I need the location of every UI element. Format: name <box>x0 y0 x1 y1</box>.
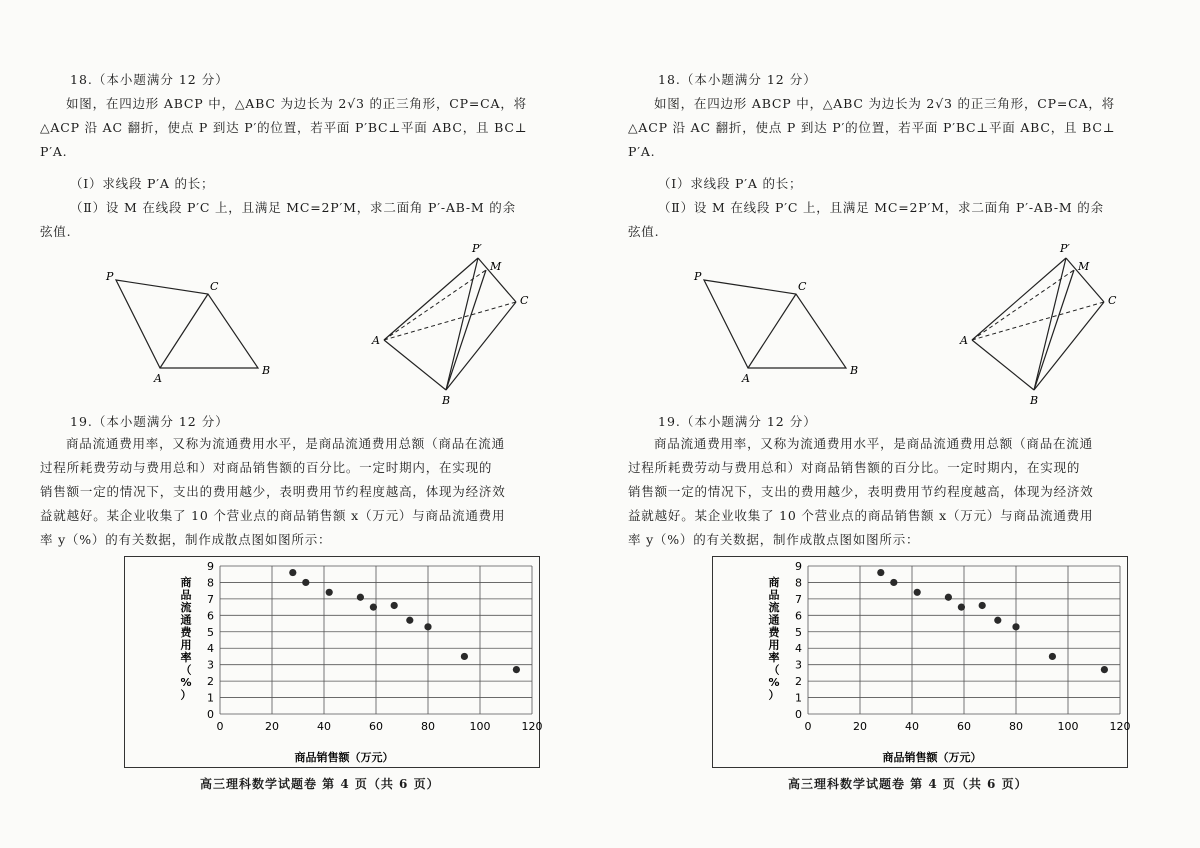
label-b2: B <box>442 394 451 407</box>
label-c2: C <box>520 294 529 307</box>
scatter-point <box>877 569 884 576</box>
y-tick-label: 7 <box>795 592 802 606</box>
y-tick-label: 6 <box>795 609 802 623</box>
q19-line-4: 益就越好。某企业收集了 10 个营业点的商品销售额 x（万元）与商品流通费用 <box>40 508 506 523</box>
exam-page-left <box>40 0 600 848</box>
scatter-point <box>914 589 921 596</box>
label-c: C <box>798 280 807 293</box>
label-p: P <box>106 270 114 283</box>
label-m: M <box>1078 260 1090 273</box>
y-axis-label <box>768 575 780 702</box>
x-tick-label: 20 <box>265 720 279 733</box>
label-b: B <box>262 364 271 377</box>
q19-line-5: 率 y（%）的有关数据，制作成散点图如图所示： <box>40 532 332 547</box>
label-a: A <box>154 372 162 385</box>
y-axis-label-char: % <box>180 676 192 689</box>
edge-m-b <box>1034 270 1074 390</box>
quadrilateral-figure <box>688 250 888 390</box>
q19-line-2: 过程所耗费劳动与费用总和）对商品销售额的百分比。一定时期内，在实现的 <box>628 460 1081 475</box>
x-tick-label: 80 <box>421 720 435 733</box>
y-axis-label <box>180 575 192 702</box>
x-tick-label: 120 <box>521 720 543 733</box>
y-axis-label-char: ） <box>768 688 780 702</box>
label-pprime: P′ <box>472 242 482 255</box>
y-tick-label: 1 <box>795 691 802 705</box>
edge-a-pp <box>972 258 1066 340</box>
label-pprime: P′ <box>1060 242 1070 255</box>
scatter-point <box>326 589 333 596</box>
q18-part1: （Ⅰ）求线段 P′A 的长； <box>658 176 803 191</box>
y-tick-label: 0 <box>795 708 802 721</box>
x-tick-label: 0 <box>216 720 224 733</box>
edge-a-c-dashed <box>972 302 1104 340</box>
x-tick-label: 100 <box>1057 720 1079 733</box>
q19-line-1: 商品流通费用率，又称为流通费用水平，是商品流通费用总额（商品在流通 <box>66 436 505 451</box>
edge-a-c-dashed <box>384 302 516 340</box>
y-axis-label-char: 商 <box>768 576 780 589</box>
chart-grid <box>808 566 1120 714</box>
scatter-point <box>1012 623 1019 630</box>
y-axis-label-char: 用 <box>768 638 780 652</box>
q18-part2: （Ⅱ）设 M 在线段 P′C 上，且满足 MC=2P′M，求二面角 P′-AB-M 的余 <box>658 200 1104 215</box>
y-tick-label: 2 <box>795 675 802 689</box>
quadrilateral-outline <box>704 280 846 368</box>
y-tick-label: 0 <box>207 708 214 721</box>
y-tick-labels <box>207 560 214 721</box>
q19-title: 19.（本小题满分 12 分） <box>658 414 817 429</box>
chart-grid <box>220 566 532 714</box>
y-tick-label: 8 <box>795 576 802 590</box>
y-tick-label: 3 <box>207 658 214 672</box>
q19-line-3: 销售额一定的情况下，支出的费用越少，表明费用节约程度越高，体现为经济效 <box>40 484 506 499</box>
scatter-chart <box>712 556 1131 768</box>
scatter-point <box>1101 666 1108 673</box>
x-tick-label: 100 <box>469 720 491 733</box>
label-m: M <box>490 260 502 273</box>
y-axis-label-char: 品 <box>180 588 192 602</box>
x-tick-label: 60 <box>957 720 971 733</box>
q18-line-2: △ACP 沿 AC 翻折，使点 P 到达 P′的位置，若平面 P′BC⊥平面 ABC，且 BC⊥ <box>40 120 528 135</box>
y-axis-label-char: 商 <box>180 576 192 589</box>
y-tick-label: 4 <box>207 642 214 656</box>
y-tick-label: 1 <box>207 691 214 705</box>
edge-a-m-dashed <box>972 270 1074 340</box>
q19-line-1: 商品流通费用率，又称为流通费用水平，是商品流通费用总额（商品在流通 <box>654 436 1093 451</box>
y-axis-label-char: （ <box>768 663 780 677</box>
x-tick-labels <box>805 720 1131 733</box>
scatter-point <box>979 602 986 609</box>
label-a2: A <box>960 334 968 347</box>
y-tick-label: 2 <box>207 675 214 689</box>
q18-line-1: 如图，在四边形 ABCP 中，△ABC 为边长为 2√3 的正三角形，CP=CA，将 <box>654 96 1115 111</box>
page-footer: 高三理科数学试题卷 第 4 页（共 6 页） <box>788 777 1028 791</box>
y-tick-label: 3 <box>795 658 802 672</box>
y-tick-label: 5 <box>795 625 802 639</box>
scatter-point <box>302 579 309 586</box>
q18-part2-cont: 弦值. <box>40 224 72 239</box>
edge-m-b <box>446 270 486 390</box>
x-tick-label: 40 <box>905 720 919 733</box>
scatter-point <box>513 666 520 673</box>
q18-title: 18.（本小题满分 12 分） <box>658 72 817 87</box>
y-tick-label: 4 <box>795 642 802 656</box>
y-axis-label-char: 通 <box>180 613 192 627</box>
y-tick-label: 8 <box>207 576 214 590</box>
q19-title: 19.（本小题满分 12 分） <box>70 414 229 429</box>
y-tick-label: 9 <box>207 560 214 573</box>
q18-statement <box>628 92 1176 164</box>
x-tick-label: 0 <box>804 720 812 733</box>
x-tick-label: 120 <box>1109 720 1131 733</box>
y-axis-label-char: 率 <box>768 651 780 664</box>
y-tick-label: 9 <box>795 560 802 573</box>
scatter-point <box>424 623 431 630</box>
tetrahedron-figure <box>954 238 1124 408</box>
y-tick-labels <box>795 560 802 721</box>
scatter-point <box>461 653 468 660</box>
q18-line-1: 如图，在四边形 ABCP 中，△ABC 为边长为 2√3 的正三角形，CP=CA，将 <box>66 96 527 111</box>
label-b: B <box>850 364 859 377</box>
scatter-point <box>406 617 413 624</box>
q19-statement <box>40 432 588 552</box>
y-tick-label: 5 <box>207 625 214 639</box>
y-axis-label-char: 流 <box>768 601 780 614</box>
q18-line-2: △ACP 沿 AC 翻折，使点 P 到达 P′的位置，若平面 P′BC⊥平面 ABC，且 BC⊥ <box>628 120 1116 135</box>
q18-line-3: P′A. <box>628 144 656 159</box>
label-b2: B <box>1030 394 1039 407</box>
x-tick-labels <box>217 720 543 733</box>
q19-line-5: 率 y（%）的有关数据，制作成散点图如图所示： <box>628 532 920 547</box>
edge-a-pp <box>384 258 478 340</box>
label-c: C <box>210 280 219 293</box>
q18-statement <box>40 92 588 164</box>
scatter-point <box>391 602 398 609</box>
x-axis-label: 商品销售额（万元） <box>294 751 394 764</box>
diagonal-ac <box>748 294 796 368</box>
scatter-point <box>958 604 965 611</box>
y-axis-label-char: ） <box>180 688 192 702</box>
diagonal-ac <box>160 294 208 368</box>
q18-part2-cont: 弦值. <box>628 224 660 239</box>
q19-line-4: 益就越好。某企业收集了 10 个营业点的商品销售额 x（万元）与商品流通费用 <box>628 508 1094 523</box>
q18-part1: （Ⅰ）求线段 P′A 的长； <box>70 176 215 191</box>
edge-a-b <box>972 340 1034 390</box>
x-tick-label: 40 <box>317 720 331 733</box>
exam-page-right <box>628 0 1188 848</box>
label-a2: A <box>372 334 380 347</box>
q19-line-2: 过程所耗费劳动与费用总和）对商品销售额的百分比。一定时期内，在实现的 <box>40 460 493 475</box>
x-tick-label: 60 <box>369 720 383 733</box>
label-c2: C <box>1108 294 1117 307</box>
y-axis-label-char: % <box>768 676 780 689</box>
y-axis-label-char: （ <box>180 663 192 677</box>
y-tick-label: 7 <box>207 592 214 606</box>
label-a: A <box>742 372 750 385</box>
scatter-point <box>890 579 897 586</box>
scatter-point <box>370 604 377 611</box>
label-p: P <box>694 270 702 283</box>
edge-a-b <box>384 340 446 390</box>
scatter-point <box>945 594 952 601</box>
x-axis-label: 商品销售额（万元） <box>882 751 982 764</box>
page-footer: 高三理科数学试题卷 第 4 页（共 6 页） <box>200 777 440 791</box>
y-axis-label-char: 用 <box>180 638 192 652</box>
q18-line-3: P′A. <box>40 144 68 159</box>
tetrahedron-figure <box>366 238 536 408</box>
y-axis-label-char: 费 <box>768 626 780 639</box>
scatter-point <box>1049 653 1056 660</box>
q18-part2: （Ⅱ）设 M 在线段 P′C 上，且满足 MC=2P′M，求二面角 P′-AB-M 的余 <box>70 200 516 215</box>
x-tick-label: 80 <box>1009 720 1023 733</box>
y-axis-label-char: 费 <box>180 626 192 639</box>
scatter-chart <box>124 556 543 768</box>
q19-statement <box>628 432 1176 552</box>
scatter-point <box>994 617 1001 624</box>
scatter-point <box>357 594 364 601</box>
y-axis-label-char: 率 <box>180 651 192 664</box>
x-tick-label: 20 <box>853 720 867 733</box>
y-axis-label-char: 品 <box>768 588 780 602</box>
scatter-point <box>289 569 296 576</box>
q19-line-3: 销售额一定的情况下，支出的费用越少，表明费用节约程度越高，体现为经济效 <box>628 484 1094 499</box>
q18-title: 18.（本小题满分 12 分） <box>70 72 229 87</box>
y-axis-label-char: 通 <box>768 613 780 627</box>
quadrilateral-outline <box>116 280 258 368</box>
quadrilateral-figure <box>100 250 300 390</box>
y-axis-label-char: 流 <box>180 601 192 614</box>
y-tick-label: 6 <box>207 609 214 623</box>
edge-a-m-dashed <box>384 270 486 340</box>
